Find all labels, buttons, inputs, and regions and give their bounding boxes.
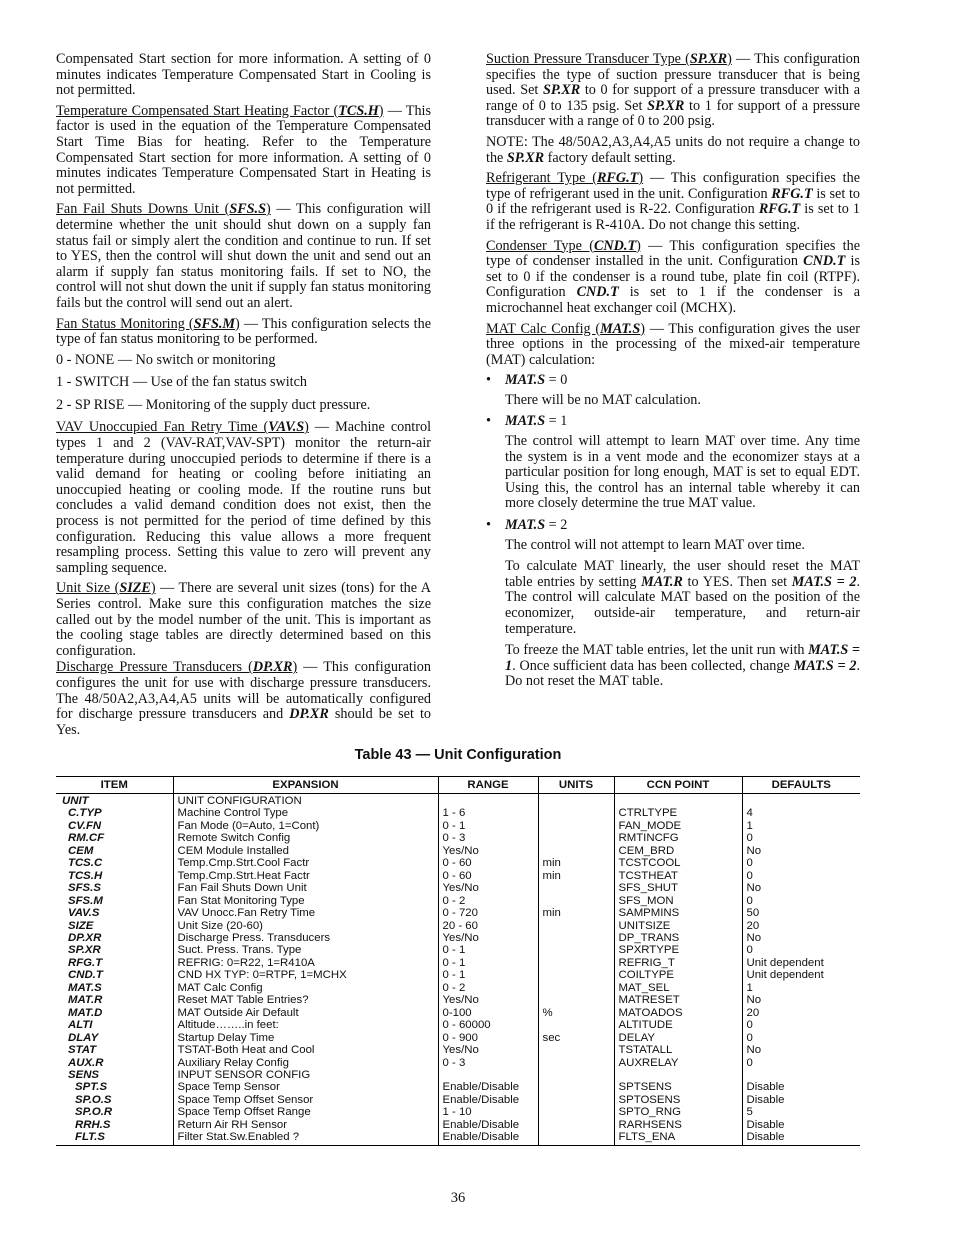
cell-units [538, 1094, 614, 1106]
cell-ccn-point: SAMPMINS [614, 907, 742, 919]
heading-cnd-t: Condenser Type (CND.T) [486, 237, 641, 254]
cell-range: 0 - 60 [438, 870, 538, 882]
cell-ccn-point: RARHSENS [614, 1119, 742, 1131]
table-row [56, 1032, 860, 1044]
cell-ccn-point: SPXRTYPE [614, 944, 742, 956]
cell-ccn-point: FAN_MODE [614, 820, 742, 832]
heading-sp-xr: Suction Pressure Transducer Type (SP.XR) [486, 51, 732, 67]
option-none: 0 - NONE — No switch or monitoring [56, 351, 276, 368]
cell-units: min [538, 870, 614, 882]
cell-ccn-point: DELAY [614, 1032, 742, 1044]
cell-default [742, 1069, 860, 1081]
cell-units [538, 957, 614, 969]
option-switch: 1 - SWITCH — Use of the fan status switch [56, 374, 307, 391]
cell-ccn-point: REFRIG_T [614, 957, 742, 969]
cell-item: RRH.S [75, 1118, 111, 1131]
heading-vav-s: VAV Unoccupied Fan Retry Time (VAV.S) [56, 419, 309, 436]
cell-default: 20 [742, 1007, 860, 1019]
cell-expansion: CND HX TYP: 0=RTPF, 1=MCHX [173, 969, 438, 981]
option-sp-rise: 2 - SP RISE — Monitoring of the supply duct pressure. [56, 396, 371, 413]
cell-default: 0 [742, 857, 860, 869]
cell-default: No [742, 1044, 860, 1056]
cell-range: Enable/Disable [438, 1094, 538, 1106]
table-row [56, 969, 860, 981]
cell-item: RM.CF [68, 832, 105, 845]
header-ccn-point: CCN POINT [614, 777, 742, 794]
cell-ccn-point: CEM_BRD [614, 845, 742, 857]
header-defaults: DEFAULTS [742, 777, 860, 794]
cell-units [538, 845, 614, 857]
cell-expansion: MAT Calc Config [173, 982, 438, 994]
heading-tcs-h: Temperature Compensated Start Heating Factor (TCS.H) [56, 102, 384, 119]
cell-item: SFS.M [68, 894, 103, 907]
header-units: UNITS [538, 777, 614, 794]
table-row [56, 920, 860, 932]
bullet-mat-s-0: • MAT.S = 0 [486, 372, 568, 389]
cell-range: Yes/No [438, 882, 538, 894]
cell-ccn-point: COILTYPE [614, 969, 742, 981]
table-row [56, 857, 860, 869]
cell-default: No [742, 882, 860, 894]
cell-ccn-point: MATOADOS [614, 1007, 742, 1019]
cell-expansion: Space Temp Offset Sensor [173, 1094, 438, 1106]
cell-units [538, 920, 614, 932]
heading-mat-s: MAT Calc Config (MAT.S) [486, 320, 645, 337]
cell-default: No [742, 932, 860, 944]
table-row [56, 994, 860, 1006]
cell-ccn-point: SFS_MON [614, 895, 742, 907]
cell-ccn-point: SPTOSENS [614, 1094, 742, 1106]
cell-ccn-point: CTRLTYPE [614, 807, 742, 819]
table-row [56, 1119, 860, 1131]
note-sp-xr: NOTE: The 48/50A2,A3,A4,A5 units do not require a change to the SP.XR factory default setting. [486, 133, 860, 166]
cell-range: 1 - 10 [438, 1106, 538, 1118]
paragraph-sfs-m: Fan Status Monitoring (SFS.M) — This configuration selects the type of fan status monitoring to be performed. [56, 315, 431, 348]
cell-units: min [538, 907, 614, 919]
table-row [56, 794, 860, 808]
table-row [56, 807, 860, 819]
cell-item: DLAY [68, 1031, 99, 1044]
cell-default: 4 [742, 807, 860, 819]
cell-range: Enable/Disable [438, 1081, 538, 1093]
paragraph-tcs-h: Temperature Compensated Start Heating Factor (TCS.H) — This factor is used in the equation of the Temperature Compensated Start Time Bias for heating. Refer to the Temperature Compensated Start section for more information. A setting of 0 minutes indicates Temperature Compensated Start in Heating is not permitted. [56, 102, 432, 197]
cell-default: 1 [742, 982, 860, 994]
cell-item: CEM [68, 844, 94, 857]
cell-expansion: Space Temp Offset Range [173, 1106, 438, 1118]
cell-range: 0 - 2 [438, 982, 538, 994]
cell-item: DP.XR [68, 931, 102, 944]
cell-item: AUX.R [68, 1056, 104, 1069]
cell-expansion: CEM Module Installed [173, 845, 438, 857]
cell-expansion: Fan Stat Monitoring Type [173, 895, 438, 907]
cell-default: 50 [742, 907, 860, 919]
cell-range: 0 - 3 [438, 1057, 538, 1069]
table-row [56, 1057, 860, 1069]
cell-expansion: Remote Switch Config [173, 832, 438, 844]
cell-range [438, 1069, 538, 1081]
paragraph-sfs-s: Fan Fail Shuts Downs Unit (SFS.S) — This configuration will determine whether the unit should shut down on a supply fan status fail or simply alert the condition and continue to run. If set to YES, then the control will shut down the unit and send out an alarm if supply fan status monitoring fails. If set to NO, the control will not shut down the unit if supply fan status monitoring fails but the control will send out an alert. [56, 201, 432, 311]
table-row [56, 895, 860, 907]
cell-item: RFG.T [68, 956, 103, 969]
paragraph-tcsc-continued: Compensated Start section for more information. A setting of 0 minutes indicates Temperature Compensated Start in Cooling is not permitted. [56, 51, 431, 99]
cell-expansion: Return Air RH Sensor [173, 1119, 438, 1131]
cell-default: 0 [742, 944, 860, 956]
table-body [56, 794, 860, 1146]
cell-units [538, 820, 614, 832]
cell-expansion: UNIT CONFIGURATION [173, 794, 438, 808]
header-range: RANGE [438, 777, 538, 794]
cell-expansion: Discharge Press. Transducers [173, 932, 438, 944]
cell-default: 0 [742, 870, 860, 882]
table-row [56, 1094, 860, 1106]
cell-units [538, 1019, 614, 1031]
cell-default: 20 [742, 920, 860, 932]
cell-units [538, 794, 614, 808]
heading-dp-xr: Discharge Pressure Transducers (DP.XR) [56, 659, 298, 676]
cell-ccn-point: FLTS_ENA [614, 1131, 742, 1145]
heading-rfg-t: Refrigerant Type (RFG.T) [486, 170, 644, 187]
cell-range: 0 - 60 [438, 857, 538, 869]
table-row [56, 907, 860, 919]
cell-default: 0 [742, 1032, 860, 1044]
cell-expansion: Fan Fail Shuts Down Unit [173, 882, 438, 894]
cell-units [538, 807, 614, 819]
cell-default: No [742, 994, 860, 1006]
cell-ccn-point: MATRESET [614, 994, 742, 1006]
cell-expansion: Reset MAT Table Entries? [173, 994, 438, 1006]
paragraph-mat-linear: To calculate MAT linearly, the user should reset the MAT table entries by setting MAT.R to YES. Then set MAT.S = 2. The control will calculate MAT based on the position of the economizer, outside-air temperature, and return-air temperature. [505, 558, 860, 637]
table-header-row [56, 777, 860, 794]
cell-item: MAT.S [68, 981, 102, 994]
cell-range: Yes/No [438, 994, 538, 1006]
cell-default: 0 [742, 1057, 860, 1069]
paragraph-vav-s: VAV Unoccupied Fan Retry Time (VAV.S) — Machine control types 1 and 2 (VAV-RAT,VAV-SPT) monitor the return-air temperature during unoccupied periods to determine if there is a valid demand for heating or cooling before initiating an unoccupied heating or cooling mode. If the routine runs but concludes a valid demand condition does not exist, then the process is not permitted for the period of time defined by this configuration. Reducing this value allows a more frequent resampling process. Setting this value to zero will prevent any sampling sequence. [56, 419, 432, 576]
cell-expansion: Filter Stat.Sw.Enabled ? [173, 1131, 438, 1145]
cell-units [538, 1057, 614, 1069]
table-row [56, 1081, 860, 1093]
cell-item: C.TYP [68, 807, 102, 820]
table-row [56, 870, 860, 882]
header-item: ITEM [56, 777, 173, 794]
cell-range: 0 - 3 [438, 832, 538, 844]
cell-range: 0 - 1 [438, 944, 538, 956]
left-column [56, 52, 431, 743]
cell-item: STAT [68, 1044, 97, 1057]
cell-expansion: Temp.Cmp.Strt.Cool Factr [173, 857, 438, 869]
cell-expansion: Temp.Cmp.Strt.Heat Factr [173, 870, 438, 882]
cell-item: SIZE [68, 919, 94, 932]
cell-ccn-point: TCSTCOOL [614, 857, 742, 869]
table-row [56, 982, 860, 994]
bullet-mat-s-0-desc: There will be no MAT calculation. [505, 391, 701, 408]
cell-units: sec [538, 1032, 614, 1044]
table-row [56, 832, 860, 844]
cell-ccn-point [614, 794, 742, 808]
bullet-mat-s-1: • MAT.S = 1 [486, 413, 568, 430]
cell-range: 0 - 900 [438, 1032, 538, 1044]
cell-default [742, 794, 860, 808]
cell-item: FLT.S [56, 1131, 173, 1145]
cell-units [538, 1119, 614, 1131]
cell-range: 0 - 720 [438, 907, 538, 919]
table-row [56, 1131, 860, 1145]
cell-item: ALTI [68, 1019, 93, 1032]
cell-range: 0 - 2 [438, 895, 538, 907]
cell-ccn-point: TCSTHEAT [614, 870, 742, 882]
table-row [56, 882, 860, 894]
cell-item: SP.O.S [75, 1093, 112, 1106]
cell-range [438, 794, 538, 808]
cell-default: Disable [742, 1119, 860, 1131]
page-number: 36 [450, 1190, 466, 1206]
cell-expansion: TSTAT-Both Heat and Cool [173, 1044, 438, 1056]
cell-default: 0 [742, 832, 860, 844]
cell-units [538, 1131, 614, 1145]
cell-units [538, 882, 614, 894]
cell-expansion: Unit Size (20-60) [173, 920, 438, 932]
cell-range: 0-100 [438, 1007, 538, 1019]
cell-expansion: Space Temp Sensor [173, 1081, 438, 1093]
cell-ccn-point: SPTO_RNG [614, 1106, 742, 1118]
cell-item: UNIT [62, 795, 89, 807]
table-title: Table 43 — Unit Configuration [354, 747, 562, 763]
header-expansion: EXPANSION [173, 777, 438, 794]
bullet-mat-s-1-desc: The control will attempt to learn MAT over time. Any time the system is in a vent mode and the economizer stays at a particular position for long enough, MAT is set to equal EDT. Using this, the control has an internal table whereby it can more closely determine the true MAT value. [505, 433, 860, 512]
cell-ccn-point: ALTITUDE [614, 1019, 742, 1031]
table-row [56, 1044, 860, 1056]
paragraph-size: Unit Size (SIZE) — There are several unit sizes (tons) for the A Series control. Make sure this configuration matches the size called out by the model number of the unit. This is important as the cooling stage tables are directly determined based on this configuration. [56, 580, 432, 659]
cell-range: 0 - 1 [438, 957, 538, 969]
unit-configuration-table [56, 776, 860, 1146]
cell-expansion: MAT Outside Air Default [173, 1007, 438, 1019]
table-row [56, 944, 860, 956]
cell-units [538, 1044, 614, 1056]
cell-default: Disable [742, 1131, 860, 1145]
cell-item: TCS.C [68, 857, 103, 870]
cell-range: 20 - 60 [438, 920, 538, 932]
cell-units [538, 1106, 614, 1118]
cell-ccn-point: DP_TRANS [614, 932, 742, 944]
cell-units [538, 944, 614, 956]
cell-item: VAV.S [68, 907, 100, 920]
cell-item: CV.FN [68, 819, 102, 832]
cell-units: % [538, 1007, 614, 1019]
table-row [56, 1069, 860, 1081]
cell-default: 5 [742, 1106, 860, 1118]
cell-expansion: Auxiliary Relay Config [173, 1057, 438, 1069]
cell-units [538, 1081, 614, 1093]
paragraph-dp-xr: Discharge Pressure Transducers (DP.XR) — This configuration configures the unit for use with discharge pressure transducers. The 48/50A2,A3,A4,A5 units will be automatically configured for discharge pressure transducers and DP.XR should be set to Yes. [56, 659, 431, 738]
cell-default: Disable [742, 1081, 860, 1093]
bullet-mat-s-2: • MAT.S = 2 [486, 517, 568, 534]
cell-range: Enable/Disable [438, 1131, 538, 1145]
cell-item: SENS [68, 1068, 100, 1081]
cell-item: CND.T [68, 969, 103, 982]
cell-expansion: Fan Mode (0=Auto, 1=Cont) [173, 820, 438, 832]
cell-ccn-point: TSTATALL [614, 1044, 742, 1056]
paragraph-mat-freeze: To freeze the MAT table entries, let the unit run with MAT.S = 1. Once sufficient data has been collected, change MAT.S = 2. Do not reset the MAT table. [505, 642, 861, 690]
cell-expansion: INPUT SENSOR CONFIG [173, 1069, 438, 1081]
cell-ccn-point: RMTINCFG [614, 832, 742, 844]
right-column [486, 52, 860, 695]
cell-range: 1 - 6 [438, 807, 538, 819]
heading-sfs-m: Fan Status Monitoring (SFS.M) [56, 315, 240, 332]
table-row [56, 820, 860, 832]
cell-expansion: Suct. Press. Trans. Type [173, 944, 438, 956]
cell-expansion: Machine Control Type [173, 807, 438, 819]
cell-item: SPT.S [75, 1081, 108, 1094]
cell-ccn-point [614, 1069, 742, 1081]
table-row [56, 1019, 860, 1031]
table-row [56, 957, 860, 969]
paragraph-sp-xr: Suction Pressure Transducer Type (SP.XR) — This configuration specifies the type of suction pressure transducer that is being used. Set SP.XR to 0 for support of a pressure transducer with a range of 0 to 135 psig. Set SP.XR to 1 for support of a pressure transducer with a range of 0 to 200 psig. [486, 51, 861, 130]
cell-item: MAT.D [68, 1006, 103, 1019]
cell-expansion: Altitude……..in feet: [173, 1019, 438, 1031]
cell-units: min [538, 857, 614, 869]
bullet-mat-s-2-desc: The control will not attempt to learn MAT over time. [505, 536, 805, 553]
cell-range: 0 - 60000 [438, 1019, 538, 1031]
paragraph-mat-s: MAT Calc Config (MAT.S) — This configuration gives the user three options in the processing of the mixed-air temperature (MAT) calculation: [486, 320, 860, 368]
cell-item: SFS.S [68, 882, 101, 895]
cell-ccn-point: UNITSIZE [614, 920, 742, 932]
cell-units [538, 969, 614, 981]
cell-ccn-point: SFS_SHUT [614, 882, 742, 894]
cell-range: Yes/No [438, 845, 538, 857]
cell-units [538, 994, 614, 1006]
cell-item: MAT.R [68, 994, 103, 1007]
heading-sfs-s: Fan Fail Shuts Downs Unit (SFS.S) [56, 201, 271, 218]
table-row [56, 1007, 860, 1019]
cell-ccn-point: AUXRELAY [614, 1057, 742, 1069]
table-row [56, 932, 860, 944]
cell-range: Yes/No [438, 1044, 538, 1056]
cell-units [538, 895, 614, 907]
cell-range: 0 - 1 [438, 969, 538, 981]
cell-default: Unit dependent [742, 957, 860, 969]
table-row [56, 1106, 860, 1118]
cell-ccn-point: MAT_SEL [614, 982, 742, 994]
cell-units [538, 982, 614, 994]
cell-expansion: VAV Unocc.Fan Retry Time [173, 907, 438, 919]
cell-ccn-point: SPTSENS [614, 1081, 742, 1093]
paragraph-cnd-t: Condenser Type (CND.T) — This configuration specifies the type of condenser installed in the unit. Configuration CND.T is set to 0 if the condenser is a round tube, plate fin coil (RTPF). Configuration CND.T is set to 1 if the condenser is a microchannel heat exchanger coil (MCHX). [486, 237, 860, 316]
table-row [56, 845, 860, 857]
cell-item: TCS.H [68, 869, 103, 882]
cell-item: SP.XR [68, 944, 101, 957]
cell-units [538, 932, 614, 944]
cell-units [538, 832, 614, 844]
cell-default: 0 [742, 1019, 860, 1031]
cell-expansion: REFRIG: 0=R22, 1=R410A [173, 957, 438, 969]
cell-default: Disable [742, 1094, 860, 1106]
cell-default: Unit dependent [742, 969, 860, 981]
cell-expansion: Startup Delay Time [173, 1032, 438, 1044]
cell-default: 1 [742, 820, 860, 832]
cell-range: Enable/Disable [438, 1119, 538, 1131]
cell-range: 0 - 1 [438, 820, 538, 832]
cell-default: 0 [742, 895, 860, 907]
paragraph-rfg-t: Refrigerant Type (RFG.T) — This configuration specifies the type of refrigerant used in the unit. Configuration RFG.T is set to 0 if the refrigerant used is R-22. Configuration RFG.T is set to 1 if the refrigerant is R-410A. Do not change this setting. [486, 170, 860, 233]
cell-item: SP.O.R [75, 1106, 113, 1119]
cell-units [538, 1069, 614, 1081]
cell-default: No [742, 845, 860, 857]
cell-range: Yes/No [438, 932, 538, 944]
heading-size: Unit Size (SIZE) [56, 580, 156, 597]
